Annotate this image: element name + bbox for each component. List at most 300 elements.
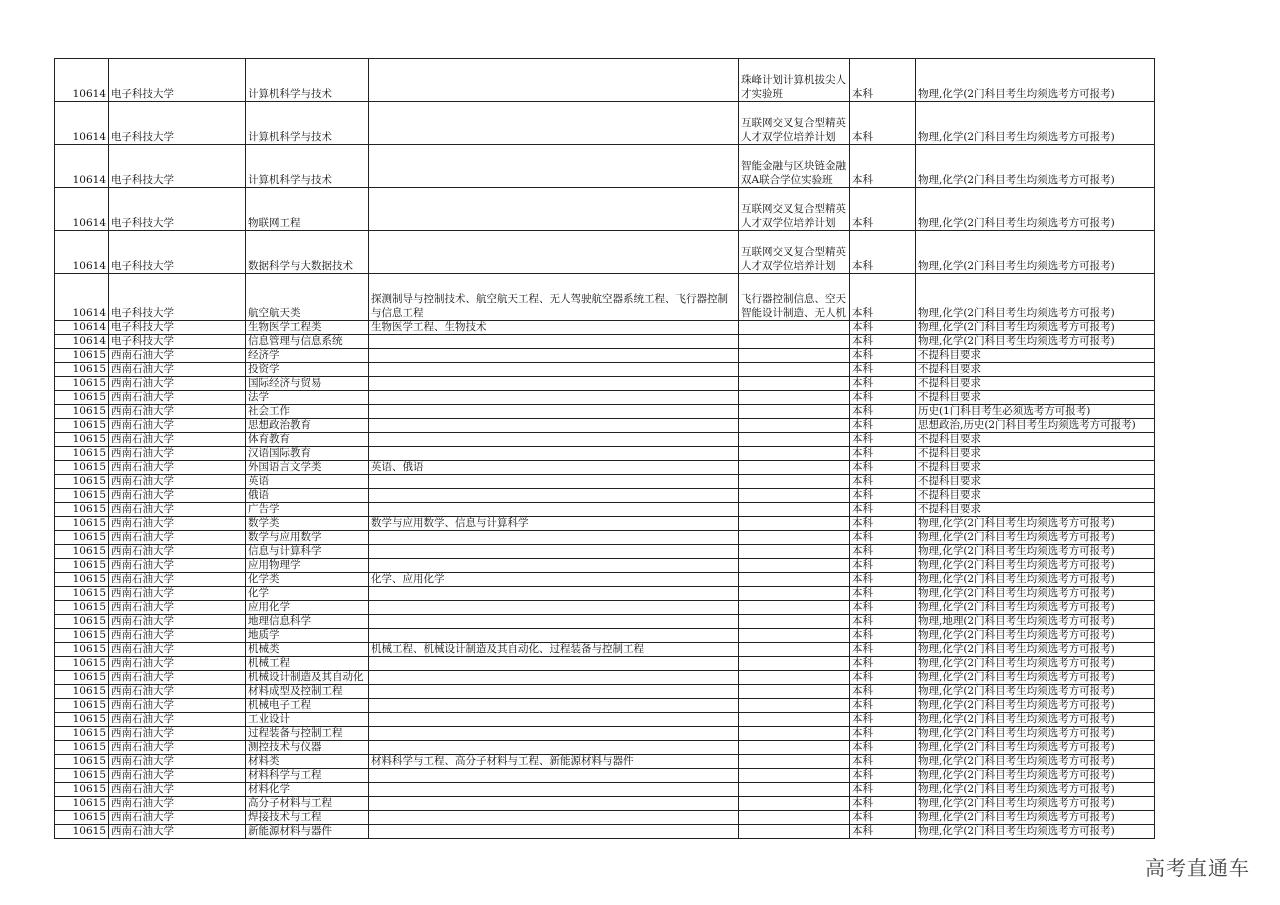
school-name-cell: 西南石油大学: [109, 419, 246, 433]
subject-requirement-cell: 物理,化学(2门科目考生均须选考方可报考): [916, 741, 1155, 755]
subject-requirement-cell: 物理,化学(2门科目考生均须选考方可报考): [916, 811, 1155, 825]
school-name-cell: 西南石油大学: [109, 405, 246, 419]
included-majors-cell: [369, 629, 739, 643]
school-name-cell: 西南石油大学: [109, 587, 246, 601]
subject-requirement-cell: 物理,化学(2门科目考生均须选考方可报考): [916, 335, 1155, 349]
major-name-cell: 焊接技术与工程: [246, 811, 369, 825]
major-name-cell: 俄语: [246, 489, 369, 503]
level-cell: 本科: [850, 419, 916, 433]
table-row: [55, 188, 1155, 231]
school-name-cell: 西南石油大学: [109, 811, 246, 825]
program-note-cell: [739, 615, 850, 629]
school-code-cell: 10615: [55, 601, 109, 615]
included-majors-cell: [369, 657, 739, 671]
table-row: [55, 587, 1155, 601]
subject-requirement-cell: 不提科目要求: [916, 377, 1155, 391]
program-note-cell: 珠峰计划计算机拔尖人才实验班: [739, 59, 850, 102]
table-row: [55, 531, 1155, 545]
school-name-cell: 西南石油大学: [109, 475, 246, 489]
level-cell: 本科: [850, 545, 916, 559]
major-name-cell: 数据科学与大数据技术: [246, 231, 369, 274]
subject-requirement-cell: 物理,化学(2门科目考生均须选考方可报考): [916, 188, 1155, 231]
table-row: [55, 629, 1155, 643]
subject-requirement-cell: 物理,化学(2门科目考生均须选考方可报考): [916, 517, 1155, 531]
subject-requirement-cell: 物理,化学(2门科目考生均须选考方可报考): [916, 587, 1155, 601]
program-note-cell: 互联网交叉复合型精英人才双学位培养计划: [739, 231, 850, 274]
table-body: [55, 59, 1155, 839]
school-name-cell: 西南石油大学: [109, 643, 246, 657]
major-name-cell: 国际经济与贸易: [246, 377, 369, 391]
subject-requirement-cell: 不提科目要求: [916, 363, 1155, 377]
table-row: [55, 727, 1155, 741]
program-note-cell: 互联网交叉复合型精英人才双学位培养计划: [739, 102, 850, 145]
included-majors-cell: [369, 741, 739, 755]
level-cell: 本科: [850, 769, 916, 783]
included-majors-cell: [369, 489, 739, 503]
subject-requirement-cell: 物理,化学(2门科目考生均须选考方可报考): [916, 559, 1155, 573]
program-note-cell: [739, 475, 850, 489]
school-name-cell: 西南石油大学: [109, 531, 246, 545]
program-note-cell: [739, 377, 850, 391]
subject-requirement-cell: 物理,化学(2门科目考生均须选考方可报考): [916, 727, 1155, 741]
table-row: [55, 489, 1155, 503]
included-majors-cell: 化学、应用化学: [369, 573, 739, 587]
major-name-cell: 信息管理与信息系统: [246, 335, 369, 349]
included-majors-cell: [369, 433, 739, 447]
included-majors-cell: [369, 231, 739, 274]
included-majors-cell: [369, 699, 739, 713]
level-cell: 本科: [850, 643, 916, 657]
school-code-cell: 10615: [55, 503, 109, 517]
table-row: [55, 433, 1155, 447]
included-majors-cell: [369, 769, 739, 783]
level-cell: 本科: [850, 377, 916, 391]
table-row: [55, 643, 1155, 657]
school-name-cell: 西南石油大学: [109, 685, 246, 699]
school-code-cell: 10615: [55, 559, 109, 573]
major-name-cell: 英语: [246, 475, 369, 489]
program-note-cell: [739, 363, 850, 377]
included-majors-cell: [369, 531, 739, 545]
school-name-cell: 电子科技大学: [109, 145, 246, 188]
included-majors-cell: [369, 811, 739, 825]
included-majors-cell: [369, 405, 739, 419]
level-cell: 本科: [850, 461, 916, 475]
level-cell: 本科: [850, 102, 916, 145]
program-note-cell: [739, 517, 850, 531]
subject-requirement-cell: 物理,化学(2门科目考生均须选考方可报考): [916, 531, 1155, 545]
school-code-cell: 10615: [55, 699, 109, 713]
major-name-cell: 化学: [246, 587, 369, 601]
table-row: [55, 825, 1155, 839]
subject-requirement-cell: 物理,化学(2门科目考生均须选考方可报考): [916, 713, 1155, 727]
included-majors-cell: [369, 601, 739, 615]
table-row: [55, 573, 1155, 587]
subject-requirement-cell: 不提科目要求: [916, 391, 1155, 405]
school-code-cell: 10614: [55, 335, 109, 349]
school-code-cell: 10615: [55, 615, 109, 629]
included-majors-cell: 探测制导与控制技术、航空航天工程、无人驾驶航空器系统工程、飞行器控制与信息工程: [369, 274, 739, 321]
major-name-cell: 测控技术与仪器: [246, 741, 369, 755]
level-cell: 本科: [850, 685, 916, 699]
major-name-cell: 计算机科学与技术: [246, 102, 369, 145]
program-note-cell: [739, 629, 850, 643]
major-name-cell: 机械类: [246, 643, 369, 657]
subject-requirement-cell: 物理,化学(2门科目考生均须选考方可报考): [916, 671, 1155, 685]
program-note-cell: [739, 699, 850, 713]
table-row: [55, 545, 1155, 559]
program-note-cell: [739, 321, 850, 335]
subject-requirement-cell: 物理,化学(2门科目考生均须选考方可报考): [916, 643, 1155, 657]
major-name-cell: 生物医学工程类: [246, 321, 369, 335]
level-cell: 本科: [850, 59, 916, 102]
major-name-cell: 计算机科学与技术: [246, 59, 369, 102]
included-majors-cell: [369, 475, 739, 489]
included-majors-cell: [369, 377, 739, 391]
major-name-cell: 数学与应用数学: [246, 531, 369, 545]
program-note-cell: [739, 349, 850, 363]
major-name-cell: 经济学: [246, 349, 369, 363]
school-name-cell: 西南石油大学: [109, 657, 246, 671]
major-name-cell: 外国语言文学类: [246, 461, 369, 475]
subject-requirement-cell: 物理,化学(2门科目考生均须选考方可报考): [916, 102, 1155, 145]
school-name-cell: 西南石油大学: [109, 727, 246, 741]
school-name-cell: 西南石油大学: [109, 559, 246, 573]
subject-requirement-cell: 物理,化学(2门科目考生均须选考方可报考): [916, 755, 1155, 769]
included-majors-cell: [369, 587, 739, 601]
included-majors-cell: [369, 59, 739, 102]
level-cell: 本科: [850, 433, 916, 447]
major-name-cell: 机械电子工程: [246, 699, 369, 713]
major-name-cell: 汉语国际教育: [246, 447, 369, 461]
included-majors-cell: 机械工程、机械设计制造及其自动化、过程装备与控制工程: [369, 643, 739, 657]
level-cell: 本科: [850, 503, 916, 517]
major-name-cell: 机械设计制造及其自动化: [246, 671, 369, 685]
table-row: [55, 741, 1155, 755]
school-name-cell: 西南石油大学: [109, 573, 246, 587]
program-note-cell: [739, 545, 850, 559]
school-code-cell: 10615: [55, 629, 109, 643]
included-majors-cell: [369, 797, 739, 811]
program-note-cell: [739, 811, 850, 825]
school-name-cell: 西南石油大学: [109, 671, 246, 685]
level-cell: 本科: [850, 391, 916, 405]
level-cell: 本科: [850, 188, 916, 231]
school-name-cell: 西南石油大学: [109, 363, 246, 377]
included-majors-cell: [369, 349, 739, 363]
level-cell: 本科: [850, 559, 916, 573]
program-note-cell: [739, 573, 850, 587]
subject-requirement-cell: 物理,化学(2门科目考生均须选考方可报考): [916, 545, 1155, 559]
level-cell: 本科: [850, 335, 916, 349]
major-name-cell: 化学类: [246, 573, 369, 587]
school-code-cell: 10615: [55, 433, 109, 447]
school-name-cell: 西南石油大学: [109, 615, 246, 629]
level-cell: 本科: [850, 475, 916, 489]
program-note-cell: [739, 797, 850, 811]
level-cell: 本科: [850, 363, 916, 377]
program-note-cell: [739, 391, 850, 405]
school-code-cell: 10615: [55, 461, 109, 475]
school-name-cell: 西南石油大学: [109, 699, 246, 713]
subject-requirement-cell: 物理,化学(2门科目考生均须选考方可报考): [916, 601, 1155, 615]
table-row: [55, 685, 1155, 699]
school-code-cell: 10615: [55, 363, 109, 377]
level-cell: 本科: [850, 321, 916, 335]
school-code-cell: 10615: [55, 671, 109, 685]
school-code-cell: 10615: [55, 391, 109, 405]
included-majors-cell: [369, 559, 739, 573]
program-note-cell: [739, 559, 850, 573]
subject-requirement-cell: 不提科目要求: [916, 475, 1155, 489]
included-majors-cell: 生物医学工程、生物技术: [369, 321, 739, 335]
school-name-cell: 西南石油大学: [109, 377, 246, 391]
table-row: [55, 363, 1155, 377]
school-code-cell: 10615: [55, 349, 109, 363]
school-name-cell: 电子科技大学: [109, 274, 246, 321]
level-cell: 本科: [850, 727, 916, 741]
level-cell: 本科: [850, 274, 916, 321]
level-cell: 本科: [850, 713, 916, 727]
table-row: [55, 349, 1155, 363]
subject-requirement-cell: 物理,化学(2门科目考生均须选考方可报考): [916, 59, 1155, 102]
school-name-cell: 西南石油大学: [109, 797, 246, 811]
school-code-cell: 10614: [55, 274, 109, 321]
program-note-cell: 智能金融与区块链金融双A联合学位实验班: [739, 145, 850, 188]
school-code-cell: 10615: [55, 377, 109, 391]
program-note-cell: [739, 461, 850, 475]
school-code-cell: 10615: [55, 405, 109, 419]
table-row: [55, 274, 1155, 321]
subject-requirement-cell: 不提科目要求: [916, 447, 1155, 461]
school-name-cell: 西南石油大学: [109, 447, 246, 461]
school-code-cell: 10615: [55, 727, 109, 741]
included-majors-cell: [369, 503, 739, 517]
school-code-cell: 10615: [55, 587, 109, 601]
table-row: [55, 797, 1155, 811]
subject-requirement-cell: 物理,化学(2门科目考生均须选考方可报考): [916, 699, 1155, 713]
program-note-cell: [739, 713, 850, 727]
table-row: [55, 391, 1155, 405]
level-cell: 本科: [850, 657, 916, 671]
major-name-cell: 材料成型及控制工程: [246, 685, 369, 699]
table-row: [55, 517, 1155, 531]
program-note-cell: 飞行器控制信息、空天智能设计制造、无人机: [739, 274, 850, 321]
major-name-cell: 机械工程: [246, 657, 369, 671]
level-cell: 本科: [850, 825, 916, 839]
subject-requirement-cell: 物理,化学(2门科目考生均须选考方可报考): [916, 769, 1155, 783]
major-name-cell: 广告学: [246, 503, 369, 517]
school-code-cell: 10615: [55, 797, 109, 811]
school-code-cell: 10615: [55, 657, 109, 671]
school-name-cell: 电子科技大学: [109, 231, 246, 274]
school-name-cell: 西南石油大学: [109, 629, 246, 643]
included-majors-cell: [369, 391, 739, 405]
school-code-cell: 10615: [55, 713, 109, 727]
table-row: [55, 503, 1155, 517]
table-row: [55, 461, 1155, 475]
major-name-cell: 应用物理学: [246, 559, 369, 573]
school-name-cell: 西南石油大学: [109, 517, 246, 531]
table-row: [55, 783, 1155, 797]
major-name-cell: 地理信息科学: [246, 615, 369, 629]
subject-requirement-cell: 物理,化学(2门科目考生均须选考方可报考): [916, 231, 1155, 274]
school-code-cell: 10615: [55, 489, 109, 503]
major-name-cell: 体育教育: [246, 433, 369, 447]
major-name-cell: 思想政治教育: [246, 419, 369, 433]
school-code-cell: 10615: [55, 573, 109, 587]
major-name-cell: 新能源材料与器件: [246, 825, 369, 839]
subject-requirement-cell: 物理,地理(2门科目考生均须选考方可报考): [916, 615, 1155, 629]
level-cell: 本科: [850, 811, 916, 825]
program-note-cell: [739, 769, 850, 783]
school-name-cell: 电子科技大学: [109, 59, 246, 102]
school-name-cell: 西南石油大学: [109, 349, 246, 363]
program-note-cell: [739, 657, 850, 671]
admission-requirements-table: [54, 58, 1155, 839]
school-name-cell: 西南石油大学: [109, 755, 246, 769]
school-name-cell: 电子科技大学: [109, 102, 246, 145]
program-note-cell: [739, 755, 850, 769]
included-majors-cell: 英语、俄语: [369, 461, 739, 475]
major-name-cell: 工业设计: [246, 713, 369, 727]
school-name-cell: 西南石油大学: [109, 461, 246, 475]
level-cell: 本科: [850, 741, 916, 755]
program-note-cell: [739, 531, 850, 545]
table-row: [55, 405, 1155, 419]
included-majors-cell: 材料科学与工程、高分子材料与工程、新能源材料与器件: [369, 755, 739, 769]
level-cell: 本科: [850, 573, 916, 587]
level-cell: 本科: [850, 489, 916, 503]
table-row: [55, 811, 1155, 825]
school-code-cell: 10615: [55, 769, 109, 783]
subject-requirement-cell: 不提科目要求: [916, 503, 1155, 517]
program-note-cell: [739, 685, 850, 699]
level-cell: 本科: [850, 531, 916, 545]
program-note-cell: [739, 587, 850, 601]
subject-requirement-cell: 物理,化学(2门科目考生均须选考方可报考): [916, 145, 1155, 188]
table-row: [55, 377, 1155, 391]
subject-requirement-cell: 不提科目要求: [916, 489, 1155, 503]
included-majors-cell: [369, 545, 739, 559]
program-note-cell: [739, 741, 850, 755]
school-code-cell: 10615: [55, 447, 109, 461]
level-cell: 本科: [850, 783, 916, 797]
school-name-cell: 西南石油大学: [109, 741, 246, 755]
school-name-cell: 西南石油大学: [109, 601, 246, 615]
school-name-cell: 西南石油大学: [109, 391, 246, 405]
school-name-cell: 西南石油大学: [109, 433, 246, 447]
program-note-cell: [739, 335, 850, 349]
table-row: [55, 419, 1155, 433]
subject-requirement-cell: 物理,化学(2门科目考生均须选考方可报考): [916, 657, 1155, 671]
major-name-cell: 应用化学: [246, 601, 369, 615]
table-row: [55, 321, 1155, 335]
school-name-cell: 西南石油大学: [109, 783, 246, 797]
included-majors-cell: [369, 188, 739, 231]
level-cell: 本科: [850, 447, 916, 461]
level-cell: 本科: [850, 615, 916, 629]
school-code-cell: 10615: [55, 741, 109, 755]
school-name-cell: 西南石油大学: [109, 489, 246, 503]
school-code-cell: 10615: [55, 545, 109, 559]
school-name-cell: 电子科技大学: [109, 321, 246, 335]
included-majors-cell: [369, 335, 739, 349]
school-code-cell: 10615: [55, 517, 109, 531]
school-code-cell: 10614: [55, 231, 109, 274]
major-name-cell: 投资学: [246, 363, 369, 377]
table-row: [55, 559, 1155, 573]
watermark-logo: 高考直通车: [1145, 856, 1250, 880]
program-note-cell: [739, 503, 850, 517]
school-name-cell: 电子科技大学: [109, 188, 246, 231]
level-cell: 本科: [850, 629, 916, 643]
included-majors-cell: [369, 825, 739, 839]
major-name-cell: 地质学: [246, 629, 369, 643]
level-cell: 本科: [850, 671, 916, 685]
table-row: [55, 601, 1155, 615]
subject-requirement-cell: 不提科目要求: [916, 433, 1155, 447]
program-note-cell: [739, 489, 850, 503]
included-majors-cell: [369, 671, 739, 685]
school-code-cell: 10615: [55, 811, 109, 825]
subject-requirement-cell: 物理,化学(2门科目考生均须选考方可报考): [916, 685, 1155, 699]
subject-requirement-cell: 物理,化学(2门科目考生均须选考方可报考): [916, 783, 1155, 797]
program-note-cell: [739, 825, 850, 839]
program-note-cell: [739, 405, 850, 419]
table-row: [55, 615, 1155, 629]
table-row: [55, 713, 1155, 727]
subject-requirement-cell: 物理,化学(2门科目考生均须选考方可报考): [916, 825, 1155, 839]
table-row: [55, 447, 1155, 461]
school-code-cell: 10614: [55, 59, 109, 102]
major-name-cell: 法学: [246, 391, 369, 405]
program-note-cell: [739, 643, 850, 657]
level-cell: 本科: [850, 797, 916, 811]
school-code-cell: 10615: [55, 419, 109, 433]
major-name-cell: 材料类: [246, 755, 369, 769]
subject-requirement-cell: 物理,化学(2门科目考生均须选考方可报考): [916, 797, 1155, 811]
table-row: [55, 102, 1155, 145]
school-code-cell: 10614: [55, 102, 109, 145]
table-row: [55, 475, 1155, 489]
school-code-cell: 10615: [55, 531, 109, 545]
school-name-cell: 西南石油大学: [109, 545, 246, 559]
school-name-cell: 西南石油大学: [109, 769, 246, 783]
program-note-cell: [739, 601, 850, 615]
level-cell: 本科: [850, 699, 916, 713]
included-majors-cell: [369, 145, 739, 188]
major-name-cell: 高分子材料与工程: [246, 797, 369, 811]
school-code-cell: 10615: [55, 825, 109, 839]
school-name-cell: 西南石油大学: [109, 713, 246, 727]
table-row: [55, 335, 1155, 349]
included-majors-cell: [369, 727, 739, 741]
subject-requirement-cell: 物理,化学(2门科目考生均须选考方可报考): [916, 321, 1155, 335]
school-code-cell: 10615: [55, 783, 109, 797]
included-majors-cell: [369, 615, 739, 629]
included-majors-cell: [369, 685, 739, 699]
major-name-cell: 材料化学: [246, 783, 369, 797]
school-code-cell: 10614: [55, 145, 109, 188]
table-row: [55, 755, 1155, 769]
table-row: [55, 145, 1155, 188]
level-cell: 本科: [850, 517, 916, 531]
school-code-cell: 10615: [55, 643, 109, 657]
included-majors-cell: [369, 713, 739, 727]
major-name-cell: 航空航天类: [246, 274, 369, 321]
program-note-cell: [739, 783, 850, 797]
